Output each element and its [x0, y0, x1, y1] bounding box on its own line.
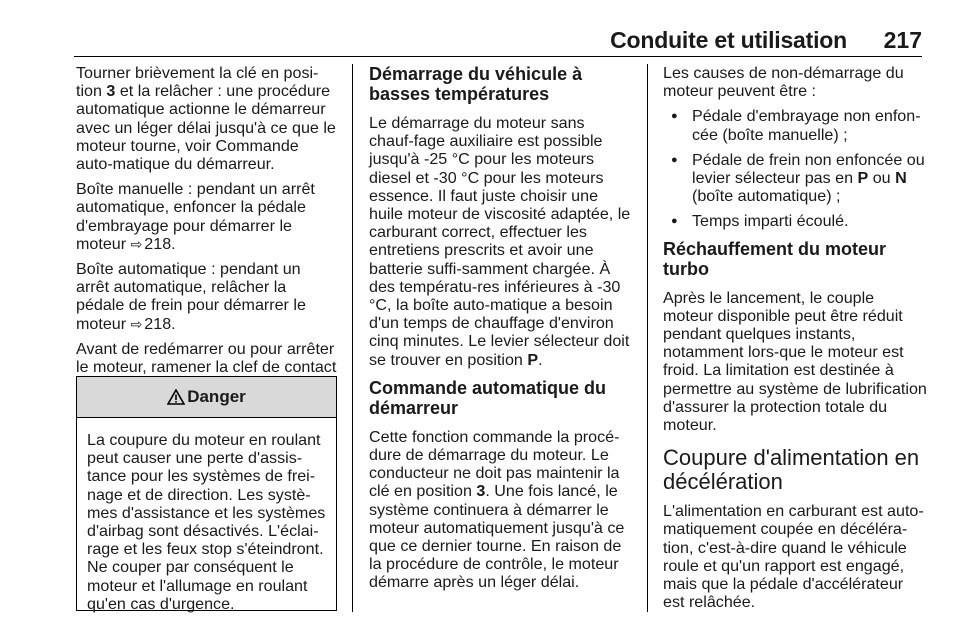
paragraph-causes: Les causes de non-démarrage du moteur peuvent être :: [663, 64, 904, 101]
column-3: [663, 64, 928, 618]
heading-auto-starter: Commande automatique du démarreur: [369, 377, 607, 418]
paragraph-auto-starter: Cette fonction commande la procé-dure de démarrage du moteur. Le conducteur ne doit pas maintenir la clé en position 3. Une fois lancé, le système continuera à démarrer le moteur automatiquement jusqu'à ce que ce dernier tourne. En raison de la procédure de contrôle, le moteur démarre après un léger délai.: [369, 427, 625, 592]
header-rule: [74, 56, 922, 57]
danger-header: [77, 377, 336, 418]
heading-cold-start: Démarrage du véhicule à basses températures: [369, 64, 583, 104]
heading-fuel-cutoff: Coupure d'alimentation en décélération: [663, 445, 920, 495]
warning-triangle-icon: [167, 389, 185, 405]
page-reference-link[interactable]: ⇨ 218: [131, 315, 172, 333]
paragraph-turbo-warmup: Après le lancement, le couple moteur disponible peut être réduit pendant quelques instants, notamment lors-que le moteur est froid. La limitation est destinée à permettre au système de lubrification d'assurer la protection totale du moteur.: [663, 288, 927, 435]
column-1: [76, 64, 338, 401]
causes-list: [663, 107, 928, 230]
paragraph-restart: Avant de redémarrer ou pour arrêter le moteur, ramener la clef de contact: [76, 339, 337, 377]
heading-turbo-warmup: Réchauffement du moteur turbo: [663, 238, 887, 279]
list-item: ● Temps imparti écoulé.: [663, 212, 928, 230]
paragraph-manual-gearbox: Boîte manuelle : pendant un arrêt automatique, enfoncer la pédale d'embrayage pour démarrer le moteur ⇨ 218.: [76, 180, 338, 253]
page-reference-link[interactable]: ⇨ 218: [131, 235, 172, 253]
paragraph-fuel-cutoff: L'alimentation en carburant est auto-matiquement coupée en décéléra-tion, c'est-à-dire quand le véhicule roule et qu'un rapport est engagé, mais que la pédale d'accélérateur est relâchée.: [663, 502, 924, 612]
list-item: ● Pédale de frein non enfoncée ou levier sélecteur pas en P ou N (boîte automatique) ;: [663, 151, 928, 206]
page-header: [0, 0, 960, 60]
list-item: ● Pédale d'embrayage non enfon-cée (boîte manuelle) ;: [663, 107, 928, 143]
danger-box: [76, 376, 337, 611]
paragraph-cold-start: Le démarrage du moteur sans chauf-fage auxiliaire est possible jusqu'à -25 °C pour les moteurs diesel et -30 °C pour les moteurs essence. Il faut juste choisir une huile moteur de viscosité adaptée, le carburant correct, effectuer les entretiens prescrits et avoir une batterie suffi-samment chargée. À des températu-res inférieures à -30 °C, la boîte auto-matique a besoin d'un temps de chauffage d'environ cinq minutes. Le levier sélecteur doit se trouver en position P.: [369, 114, 631, 369]
chapter-title: Conduite et utilisation: [610, 27, 847, 53]
column-divider-1: [352, 64, 353, 612]
danger-title: Danger: [187, 387, 246, 406]
paragraph-automatic-gearbox: Boîte automatique : pendant un arrêt automatique, relâcher la pédale de frein pour démarrer le moteur ⇨ 218.: [76, 260, 338, 333]
column-divider-2: [647, 64, 648, 612]
page-number: 217: [883, 27, 922, 53]
paragraph-key-start: Tourner brièvement la clé en posi-tion 3 et la relâcher : une procédure automatique actionne le démarreur avec un léger délai jusqu'à ce que le moteur tourne, voir Commande auto-matique du démarreur.: [76, 64, 336, 174]
danger-text: La coupure du moteur en roulant peut causer une perte d'assis-tance pour les systèmes de frei-nage et de direction. Les systè-mes d'assistance et les systèmes d'airbag sont désactivés. L'éclai-rage et les feux stop s'éteindront. Ne couper par conséquent le moteur et l'allumage en roulant qu'en cas d'urgence.: [87, 431, 326, 613]
column-2: [369, 64, 633, 599]
